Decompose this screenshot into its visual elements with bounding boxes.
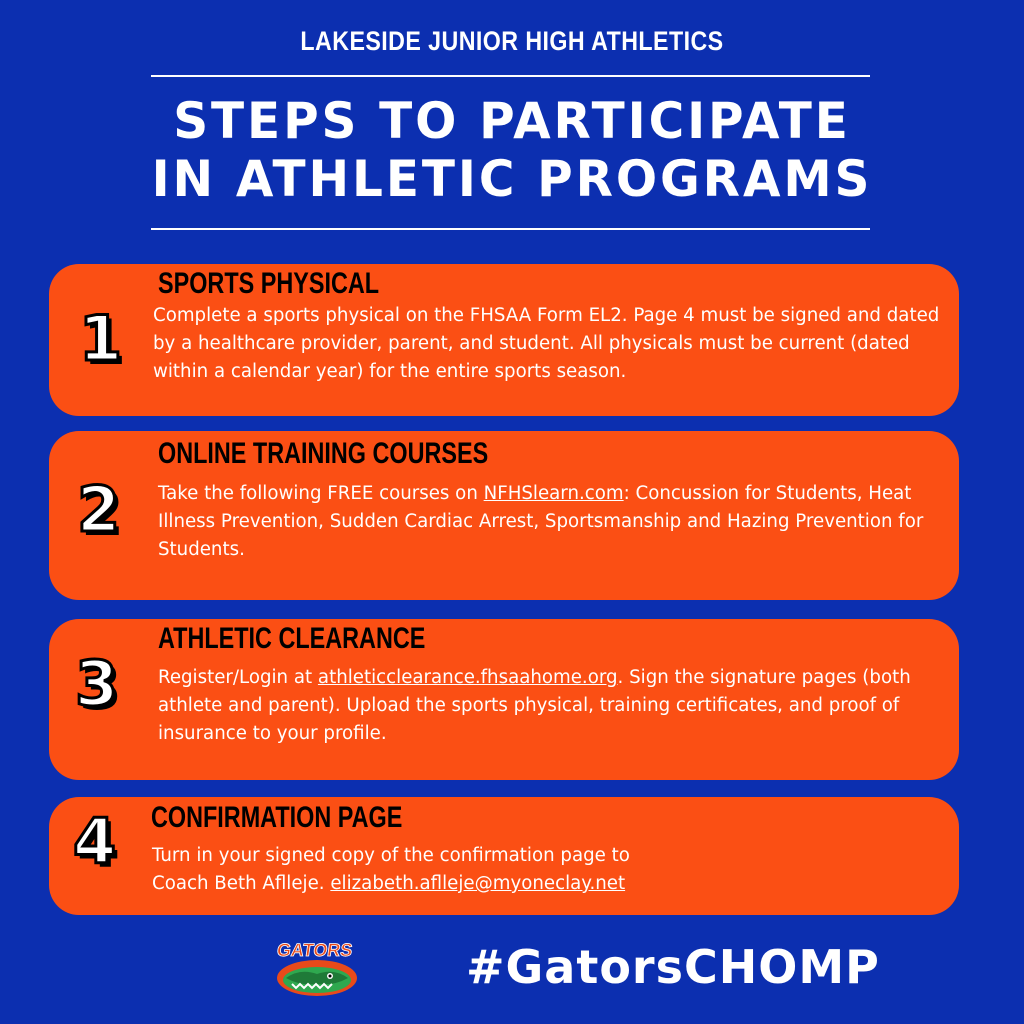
coach-email-link[interactable]: elizabeth.aflleje@myoneclay.net <box>330 873 626 894</box>
step-body-2-text-end: : Concussion for Students, Heat Illness Prevention, Sudden Cardiac Arrest, Sportsmanship and Hazing Prevention for Students. <box>158 483 924 560</box>
step-body-3-text-start: Register/Login at <box>158 667 318 688</box>
step-body-4 <box>152 842 942 898</box>
step-body-1: Complete a sports physical on the FHSAA Form EL2. Page 4 must be signed and dated by a healthcare provider, parent, and student. All physicals must be current (dated within a calendar year) for the entire sports season. <box>153 305 940 382</box>
step-body-4-line-1: Turn in your signed copy of the confirmation page to <box>152 845 630 866</box>
page-title <box>15 92 1008 208</box>
athletic-clearance-link[interactable]: athleticclearance.fhsaahome.org <box>317 667 618 688</box>
step-number-4: 4 <box>73 805 117 878</box>
step-title-1: SPORTS PHYSICAL <box>158 267 380 300</box>
page-title-line-2: IN ATHLETIC PROGRAMS <box>151 150 873 208</box>
nfhslearn-link[interactable]: NFHSlearn.com <box>483 483 624 504</box>
step-body-3 <box>158 664 948 748</box>
step-number-2: 2 <box>77 473 121 546</box>
step-body-3-text-end: . Sign the signature pages (both athlete and parent). Upload the sports physical, training certificates, and proof of insurance to your profile. <box>158 667 911 744</box>
gators-logo <box>270 934 364 998</box>
step-card-3 <box>49 619 959 780</box>
step-number-1: 1 <box>79 302 123 375</box>
school-name: LAKESIDE JUNIOR HIGH ATHLETICS <box>300 26 724 56</box>
step-title-3: ATHLETIC CLEARANCE <box>158 622 426 655</box>
step-number-3: 3 <box>75 647 119 720</box>
step-body-2-text-start: Take the following FREE courses on <box>158 483 484 504</box>
step-card-4 <box>49 797 959 915</box>
step-card-1 <box>49 264 959 416</box>
step-body-4-text-start: Coach Beth Aflleje. <box>152 873 331 894</box>
page-title-line-1: STEPS TO PARTICIPATE <box>173 92 851 150</box>
step-card-2 <box>49 431 959 600</box>
step-body-2 <box>158 480 928 564</box>
step-body-4-line-2 <box>152 870 942 898</box>
bottom-divider <box>151 228 870 230</box>
top-divider <box>151 75 870 77</box>
step-title-2: ONLINE TRAINING COURSES <box>158 437 489 470</box>
step-title-4: CONFIRMATION PAGE <box>151 801 403 834</box>
logo-wordmark: GATORS <box>275 940 354 960</box>
hashtag: #GatorsCHOMP <box>466 940 880 994</box>
